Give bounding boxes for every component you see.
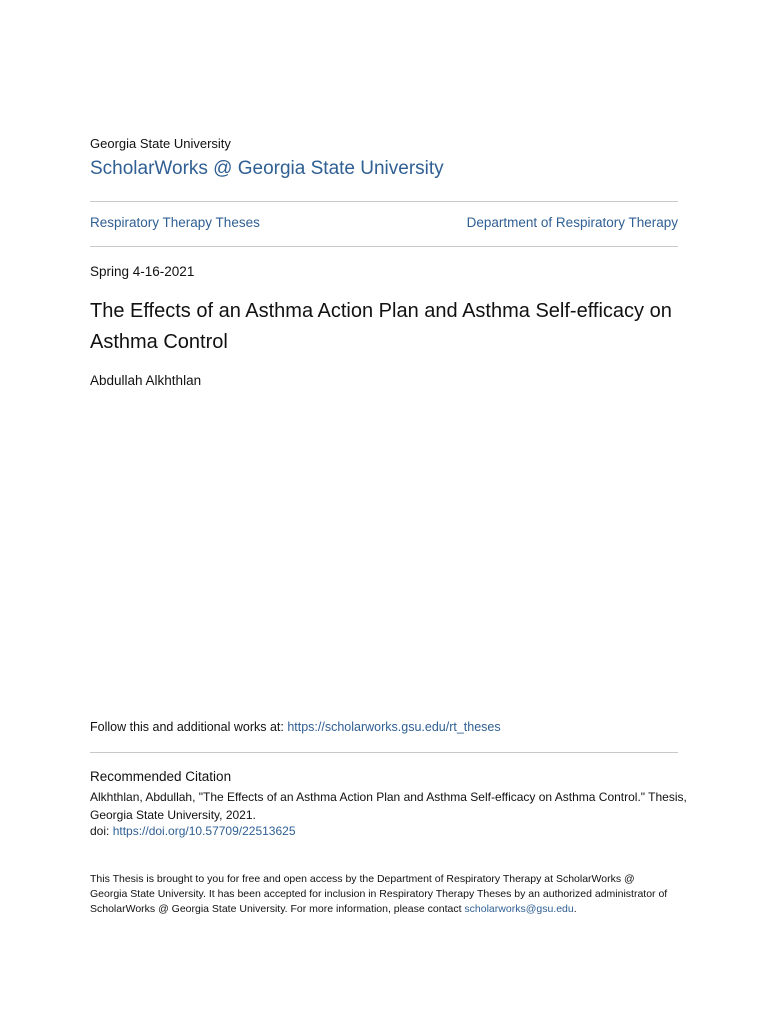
follow-line bbox=[90, 719, 501, 735]
author-name: Abdullah Alkhthlan bbox=[90, 373, 202, 388]
notice-end: . bbox=[573, 903, 577, 915]
doi-link[interactable]: https://doi.org/10.57709/22513625 bbox=[112, 824, 296, 838]
doi-label: doi: bbox=[90, 824, 113, 838]
department-link[interactable]: Department of Respiratory Therapy bbox=[466, 215, 678, 230]
notice-text: This Thesis is brought to you for free and open access by the Department of Respiratory Therapy at ScholarWorks @ Georgia State University. It has been accepted for inclusion in Respiratory Therapy Theses by an authorized administrator of ScholarWorks @ Georgia State University. For more information, please contact bbox=[90, 873, 668, 915]
follow-label: Follow this and additional works at: bbox=[90, 720, 288, 734]
doi-line bbox=[90, 823, 296, 840]
publication-date: Spring 4-16-2021 bbox=[90, 264, 195, 279]
repository-link[interactable]: ScholarWorks @ Georgia State University bbox=[90, 158, 444, 179]
recommended-citation-heading: Recommended Citation bbox=[90, 769, 232, 784]
open-access-notice bbox=[90, 872, 670, 917]
citation-text: Alkhthlan, Abdullah, "The Effects of an Asthma Action Plan and Asthma Self-efficacy on Asthma Control." Thesis, Georgia State University, 2021. bbox=[90, 790, 687, 822]
thesis-title: The Effects of an Asthma Action Plan and Asthma Self-efficacy on Asthma Control bbox=[90, 300, 672, 353]
rt-theses-link[interactable]: https://scholarworks.gsu.edu/rt_theses bbox=[287, 720, 501, 734]
collection-link[interactable]: Respiratory Therapy Theses bbox=[90, 215, 260, 230]
divider-citation bbox=[90, 752, 678, 753]
divider-nav bbox=[90, 246, 678, 247]
university-name: Georgia State University bbox=[90, 136, 231, 151]
divider-top bbox=[90, 201, 678, 202]
contact-email-link[interactable]: scholarworks@gsu.edu bbox=[464, 903, 574, 915]
